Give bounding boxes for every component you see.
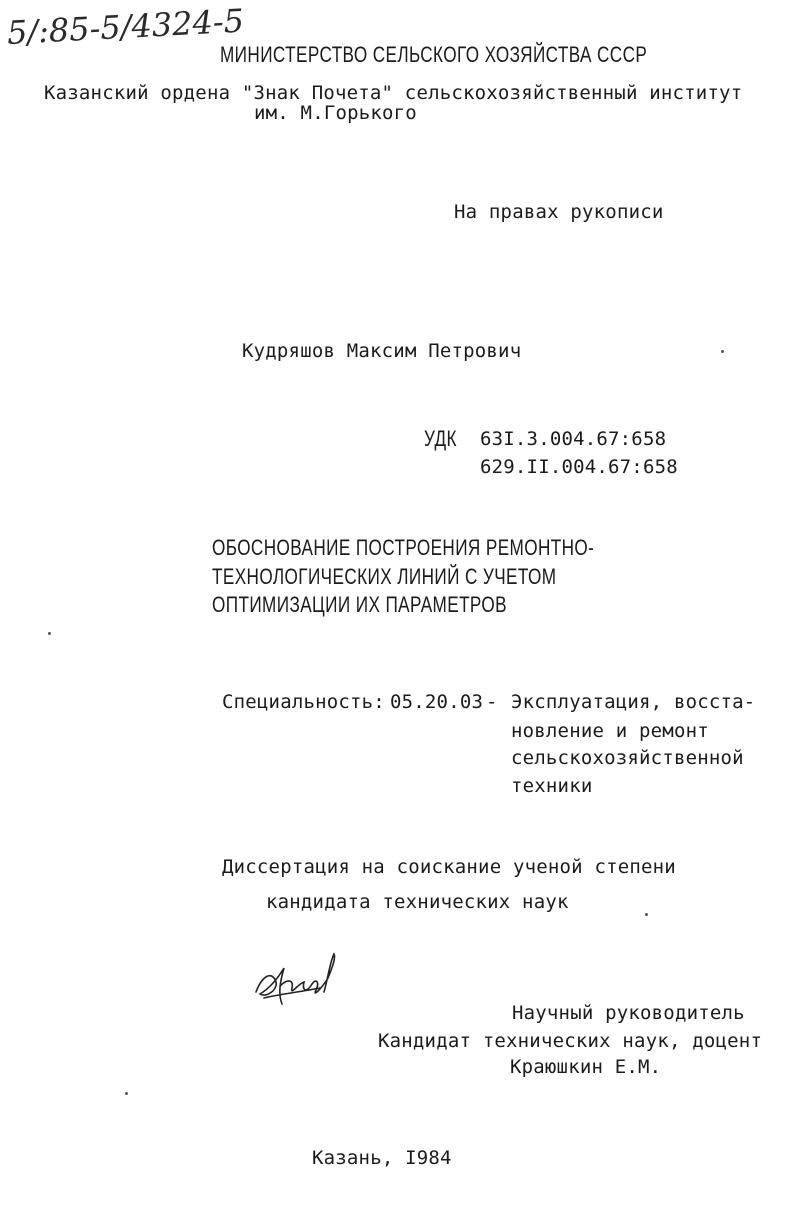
scan-speck	[645, 913, 648, 916]
author-name: Кудряшов Максим Петрович	[242, 340, 522, 362]
signature	[250, 948, 346, 1018]
udk-label: УДК	[424, 426, 457, 451]
specialty-dash: -	[486, 691, 498, 713]
institute-line-1: Казанский ордена "Знак Почета" сельскохозяйственный институт	[44, 82, 743, 104]
place-year: Казань, I984	[312, 1147, 452, 1169]
supervisor-title: Кандидат технических наук, доцент	[378, 1030, 763, 1052]
udk-code-2: 629.II.004.67:658	[480, 456, 678, 478]
title-line-3: ОПТИМИЗАЦИИ ИХ ПАРАМЕТРОВ	[212, 592, 507, 617]
title-line-2: ТЕХНОЛОГИЧЕСКИХ ЛИНИЙ С УЧЕТОМ	[212, 564, 557, 589]
specialty-label: Специальность:	[222, 691, 385, 713]
archive-mark: 5/:85-5/4324-5	[6, 1, 245, 52]
degree-line-2: кандидата технических наук	[266, 891, 569, 913]
scan-speck	[48, 632, 51, 635]
institute-line-2: им. М.Горького	[254, 102, 417, 124]
specialty-line-3: сельскохозяйственной	[511, 747, 744, 769]
udk-code-1: 63I.3.004.67:658	[480, 428, 667, 450]
specialty-code: 05.20.03	[390, 691, 484, 713]
specialty-line-2: новление и ремонт	[511, 720, 709, 742]
specialty-line-1: Эксплуатация, восста-	[511, 691, 756, 713]
title-line-1: ОБОСНОВАНИЕ ПОСТРОЕНИЯ РЕМОНТНО-	[212, 535, 595, 560]
degree-line-1: Диссертация на соискание ученой степени	[222, 856, 676, 878]
scan-speck	[721, 350, 724, 353]
supervisor-role: Научный руководитель	[512, 1002, 745, 1024]
ministry-heading: МИНИСТЕРСТВО СЕЛЬСКОГО ХОЗЯЙСТВА СССР	[220, 42, 648, 67]
supervisor-name: Краюшкин Е.М.	[510, 1056, 662, 1078]
scan-speck	[125, 1092, 128, 1095]
specialty-line-4: техники	[511, 775, 593, 797]
manuscript-note: На правах рукописи	[454, 201, 664, 223]
